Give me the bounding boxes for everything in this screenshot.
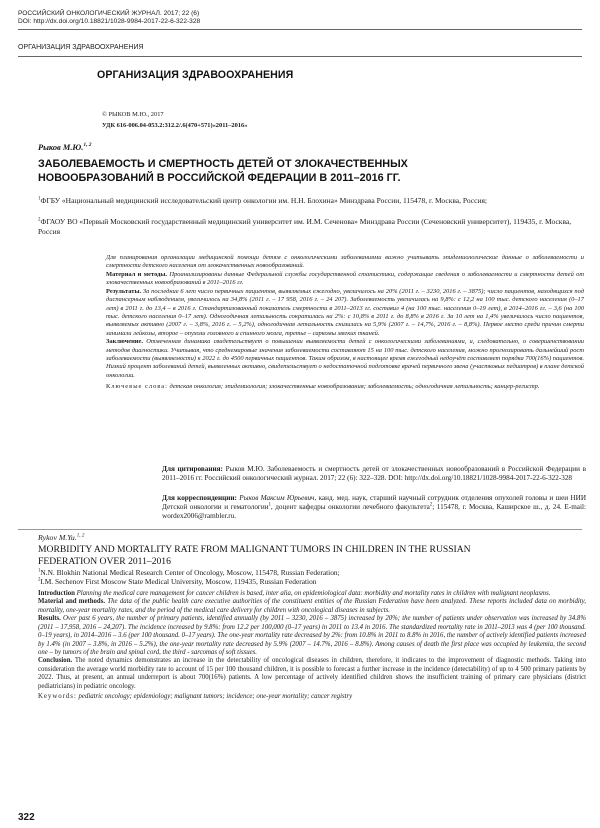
journal-name: РОССИЙСКИЙ ОНКОЛОГИЧЕСКИЙ ЖУРНАЛ. 2017; 22 (6) [18,10,200,17]
en-keywords [38,693,586,701]
affil-sup: 2 [38,217,41,223]
affiliation-ru-2 [38,217,583,237]
affil-text: ФГБУ «Национальный медицинский исследовательский центр онкологии им. Н.Н. Блохина» Минздрава России, 115478, г. Москва, Россия; [40,196,487,205]
title-line-2: НОВООБРАЗОВАНИЙ В РОССИЙСКОЙ ФЕДЕРАЦИИ В 2011–2016 ГГ. [38,172,401,185]
en-results-label: Results. [38,615,61,623]
author-name: Рыков М.Ю. [38,143,84,152]
en-results-text: Over past 6 years, the number of primary patients, identified annually (by 2011 – 3230, 2016 – 3875) increased by 20%; the number of patients under observation was increased by 34.8% (2011 – 17,958, 2016 – 24,207). The incidence increased by 9.8%: from 12.2 per 100,000 (0–17 years) in 2011 to 13.4 in 2016. The standardized mortality rate in 2011–2013 was 4 (per 100 thousand. 0–19 years), in 2014–2016 – 3.6 (per 100 thousand. 0–17 years). The one-year mortality rate decreased by 2%: from 10.8% in 2011 to 8.8% in 2016, the number of actively identified patients increased by 1.4% (in 2007 – 3.8%, in 2016 – 5.2%), the one-year mortality rate decreased by 5.9% (2007 – 14.7%, 2016 – 8.8%). Among causes of death the first place was occupied by leukemia, the second one – by tumors of the brain and spinal cord, the third - sarcomas of soft tissues. [38,615,586,656]
author-sup: 1, 2 [83,142,92,149]
udk-code: УДК 616-006.04-053.2:312.2/.6(470+571)«2011–2016» [102,122,248,129]
title-line-1: ЗАБОЛЕВАЕМОСТЬ И СМЕРТНОСТЬ ДЕТЕЙ ОТ ЗЛОКАЧЕСТВЕННЫХ [38,158,408,170]
correspondence-text-2: , доцент кафедры онкологии лечебного факультета [270,503,430,512]
header-doi: DOI: http://dx.doi.org/10.18821/1028-9984-2017-22-6-322-328 [18,18,201,26]
section-rule [18,56,582,57]
affil-sup-en: 2 [38,577,41,583]
keywords-text: детская онкология; эпидемиология; злокачественные новообразования; заболеваемость; одногодичная летальность; канцер-регистр. [169,383,540,391]
affiliation-en-2 [38,577,583,586]
correspondence-text: канд. мед. наук, старший научный сотрудник отделения опухолей головы и шеи НИИ Детской онкологии и гематологии [162,494,587,512]
en-methods [38,598,586,615]
affil-text-en: N.N. Blokhin National Medical Research Center of Oncology, Moscow, 115478, Russian Federation; [40,568,340,577]
page-number: 322 [18,812,35,823]
abstract-conclusion [106,338,584,380]
en-conclusion-text: The noted dynamics demonstrates an increase in the detectability of oncological diseases in children, therefore, it indicates to the improvement of diagnostic methods. Taking into consideration the average world morbidity rate to account of 15 per 100 thousand children, it is possible to forecast a further increase in the incidence (detectability) of up to 4 500 primary patients by 2022. Thus, at present, an annual underreport is about 700(16%) patients. A low percentage of actively identified children shows the insufficient training of primary care physicians (district pediatricians) in pediatric oncology. [38,657,587,690]
abstract-methods [106,271,584,288]
conclusion-label: Заключение. [106,338,143,346]
intro-text: Planning the medical care management for cancer children is based, inter alia, on epidemiological data: morbidity and mortality rates in children with malignant neoplasms. [76,590,551,597]
author-ru [38,143,92,152]
abstract-en [38,590,586,701]
en-intro [38,590,586,598]
en-methods-label: Material and methods. [38,598,106,606]
correspondence-label: Для корреспонденции: [162,494,237,502]
article-title-en [38,544,578,567]
author-name-en: Rykov M.Yu. [38,533,77,542]
en-results [38,615,586,657]
results-text: За последние 6 лет число первичных пациентов, выявляемых ежегодно, увеличилось на 20% (2011 г. – 3230, 2016 г. – 3875); число пациентов, находящихся под диспансерным наблюдением, увеличилось на 34,8% (2011 г. – 17 958, 2016 г. – 24 207). Заболеваемость увеличилась на 9,8%: с 12,2 на 100 тыс. детского населения (0–17 лет) в 2011 г. до 13,4 – в 2016 г. Стандартизованный показатель смертности в 2011–2013 гг. составил 4 (на 100 тыс. населения 0–19 лет), в 2014–2016 гг. – 3,6 (на 100 тыс. детского населения 0–17 лет). Одногодичная летальность сократилась на 2%: с 10,8% в 2011 г. до 8,8% в 2016 г. За 10 лет на 1,4% увеличилось число пациентов, выявляемых активно (2007 г. – 3,8%, 2016 г. – 5,2%), одногодичная летальность снизилась на 5,9% (2007 г. – 14,7%, 2016 г. – 8,8%). Первое место среди причин смерти занимали лейкозы, второе – опухоли головного и спинного мозга, третье – саркомы мягких тканей. [106,287,585,337]
abstract-intro: Для планирования организации медицинской помощи детям с онкологическими заболеваниями важно учитывать эпидемиологические данные о заболеваемости и смертности детского населения от злокачественных новообразований. [106,254,584,270]
section-label-small: ОРГАНИЗАЦИЯ ЗДРАВООХРАНЕНИЯ [18,44,144,51]
copyright-line: © РЫКОВ М.Ю., 2017 [102,111,164,118]
methods-label: Материал и методы. [106,270,168,278]
abstract-ru [106,254,584,392]
conclusion-text: Отмеченная динамика свидетельствует о повышении выявляемости детей с онкологическими заболеваниями, и, следовательно, о совершенствовании методов диагностики. Учитывая, что среднемировые значения заболеваемости составляют 15 на 100 тыс. детского населения, можно прогнозировать дальнейший рост заболеваемости (выявляемости) к 2022 г. до 4500 первичных пациентов. Таким образом, в настоящее время ежегодный недоучёт составляет порядка 700(16%) пациентов. Низкий процент заболеваний детей, выявленных активно, свидетельствует о недостаточной подготовке врачей первичного звена (участковых педиатров) в плане детской онкологии. [106,338,585,379]
en-keywords-text: pediatric oncology; epidemiology; malignant tumors; incidence; one-year mortality; cancer registry [78,693,353,701]
affiliation-en-1 [38,568,583,577]
correspondence-block [162,494,586,522]
methods-text: Проанализированы данные Федеральной службы государственной статистики, содержащие сведения о заболеваемости и смертности детей от злокачественных новообразований в 2011–2016 гг. [106,270,585,287]
citation-label: Для цитирования: [162,465,223,473]
affil-text-en: I.M. Sechenov First Moscow State Medical University, Moscow, 119435, Russian Federation [40,577,317,586]
corr-sup-2: 2 [429,502,433,508]
en-conclusion [38,657,586,691]
en-methods-text: The data of the public health care executive authorities of the constituent entities of the Russian Federation have been analyzed. These reports included data on morbidity, mortality, one-year mortality rates, and the period of the medical care delivery for children with oncological diseases in subjects. [38,598,587,614]
language-divider [18,529,582,530]
corr-sup: 1 [268,502,271,508]
results-label: Результаты. [106,287,142,295]
en-title-line-2: FEDERATION OVER 2011–2016 [38,555,171,567]
abstract-results [106,288,584,339]
en-keywords-label: Keywords: [38,693,77,701]
header-rule [18,29,582,30]
keywords-label: Ключевые слова: [106,383,168,391]
article-title-ru [38,157,578,185]
author-en [38,533,84,542]
affil-text: ФГАОУ ВО «Первый Московский государственный медицинский университет им. И.М. Сеченова» Минздрава России (Сеченовский университет), 119435, г. Москва, Россия [38,217,572,236]
section-title: ОРГАНИЗАЦИЯ ЗДРАВООХРАНЕНИЯ [97,69,294,81]
affiliation-ru-1 [38,196,583,206]
affil-sup-en: 1 [38,568,41,574]
correspondence-name: Рыков Максим Юрьевич, [239,494,317,502]
affil-sup: 1 [38,196,41,202]
citation-block [162,465,586,483]
citation-text: Рыков М.Ю. Заболеваемость и смертность детей от злокачественных новообразований в Российской Федерации в 2011–2016 гг. Российский онкологический журнал. 2017; 22 (6): 322–328. DOI: http://dx.doi.org/10.18821/1028-9984-2017-22-6-322-328 [162,465,586,483]
intro-label: Introduction [38,590,75,597]
en-title-line-1: MORBIDITY AND MORTALITY RATE FROM MALIGNANT TUMORS IN CHILDREN IN THE RUSSIAN [38,544,471,555]
correspondence-text-3: ; 115478, г. Москва, Каширское ш., д. 24. E-mail: wordex2006@rambler.ru. [162,503,586,521]
en-conclusion-label: Conclusion. [38,657,73,665]
author-sup-en: 1, 2 [76,532,85,539]
keywords-ru [106,383,584,391]
running-header [18,10,200,26]
